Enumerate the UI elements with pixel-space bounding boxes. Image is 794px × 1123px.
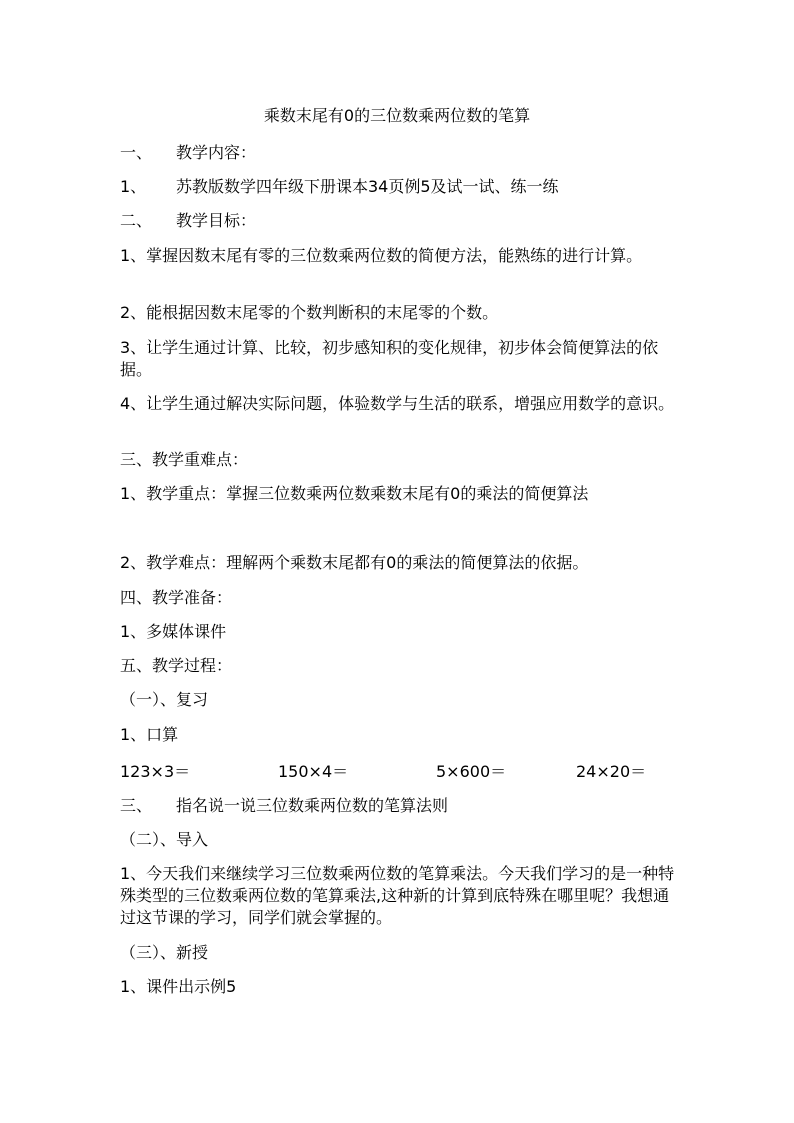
- goal-item: 2、能根据因数末尾零的个数判断积的末尾零的个数。: [120, 303, 499, 322]
- section-heading: 教学目标：: [176, 211, 257, 230]
- section-key-points: 三、教学重难点：: [120, 450, 249, 469]
- document-title: 乘数末尾有0的三位数乘两位数的笔算: [263, 106, 531, 125]
- goal-item: 1、掌握因数末尾有零的三位数乘两位数的简便方法，能熟练的进行计算。: [120, 246, 643, 265]
- section-teaching-content: [120, 143, 680, 163]
- preparation-item: 1、多媒体课件: [120, 622, 227, 641]
- part-introduction: （二）、导入: [120, 830, 209, 849]
- oral-calc-item: 24×20＝: [576, 762, 647, 781]
- section-teaching-goals: [120, 211, 680, 231]
- part-review: （一）、复习: [120, 690, 209, 709]
- content-item: [120, 177, 680, 197]
- section-rule: [120, 796, 680, 816]
- oral-calc-label: 1、口算: [120, 725, 179, 744]
- oral-calc-item: 5×600＝: [436, 762, 507, 781]
- goal-item: 3、让学生通过计算、比较，初步感知积的变化规律，初步体会简便算法的依据。: [120, 338, 659, 379]
- introduction-paragraph: 1、今天我们来继续学习三位数乘两位数的笔算乘法。今天我们学习的是一种特殊类型的三位数乘两位数的笔算乘法,这种新的计算到底特殊在哪里呢？我想通过这节课的学习，同学们就会掌握的。: [120, 864, 675, 927]
- section-number: 二、: [120, 211, 153, 230]
- section-number: 一、: [120, 143, 153, 162]
- oral-calc-item: 123×3＝: [120, 762, 191, 781]
- section-number: 三、: [120, 796, 153, 815]
- section-heading: 教学内容：: [176, 143, 257, 162]
- section-teaching-process: 五、教学过程：: [120, 656, 233, 675]
- example-item: 1、课件出示例5: [120, 977, 237, 996]
- item-number: 1、: [120, 177, 147, 196]
- difficulty-item: 2、教学难点：理解两个乘数末尾都有0的乘法的简便算法的依据。: [120, 553, 589, 572]
- section-heading: 指名说一说三位数乘两位数的笔算法则: [176, 796, 449, 815]
- oral-calc-item: 150×4＝: [278, 762, 349, 781]
- section-preparation: 四、教学准备：: [120, 588, 233, 607]
- item-text: 苏教版数学四年级下册课本34页例5及试一试、练一练: [176, 177, 559, 196]
- goal-item: 4、让学生通过解决实际问题，体验数学与生活的联系，增强应用数学的意识。: [120, 394, 675, 413]
- key-point-item: 1、教学重点：掌握三位数乘两位数乘数末尾有0的乘法的简便算法: [120, 484, 589, 503]
- part-new-lesson: （三）、新授: [120, 943, 209, 962]
